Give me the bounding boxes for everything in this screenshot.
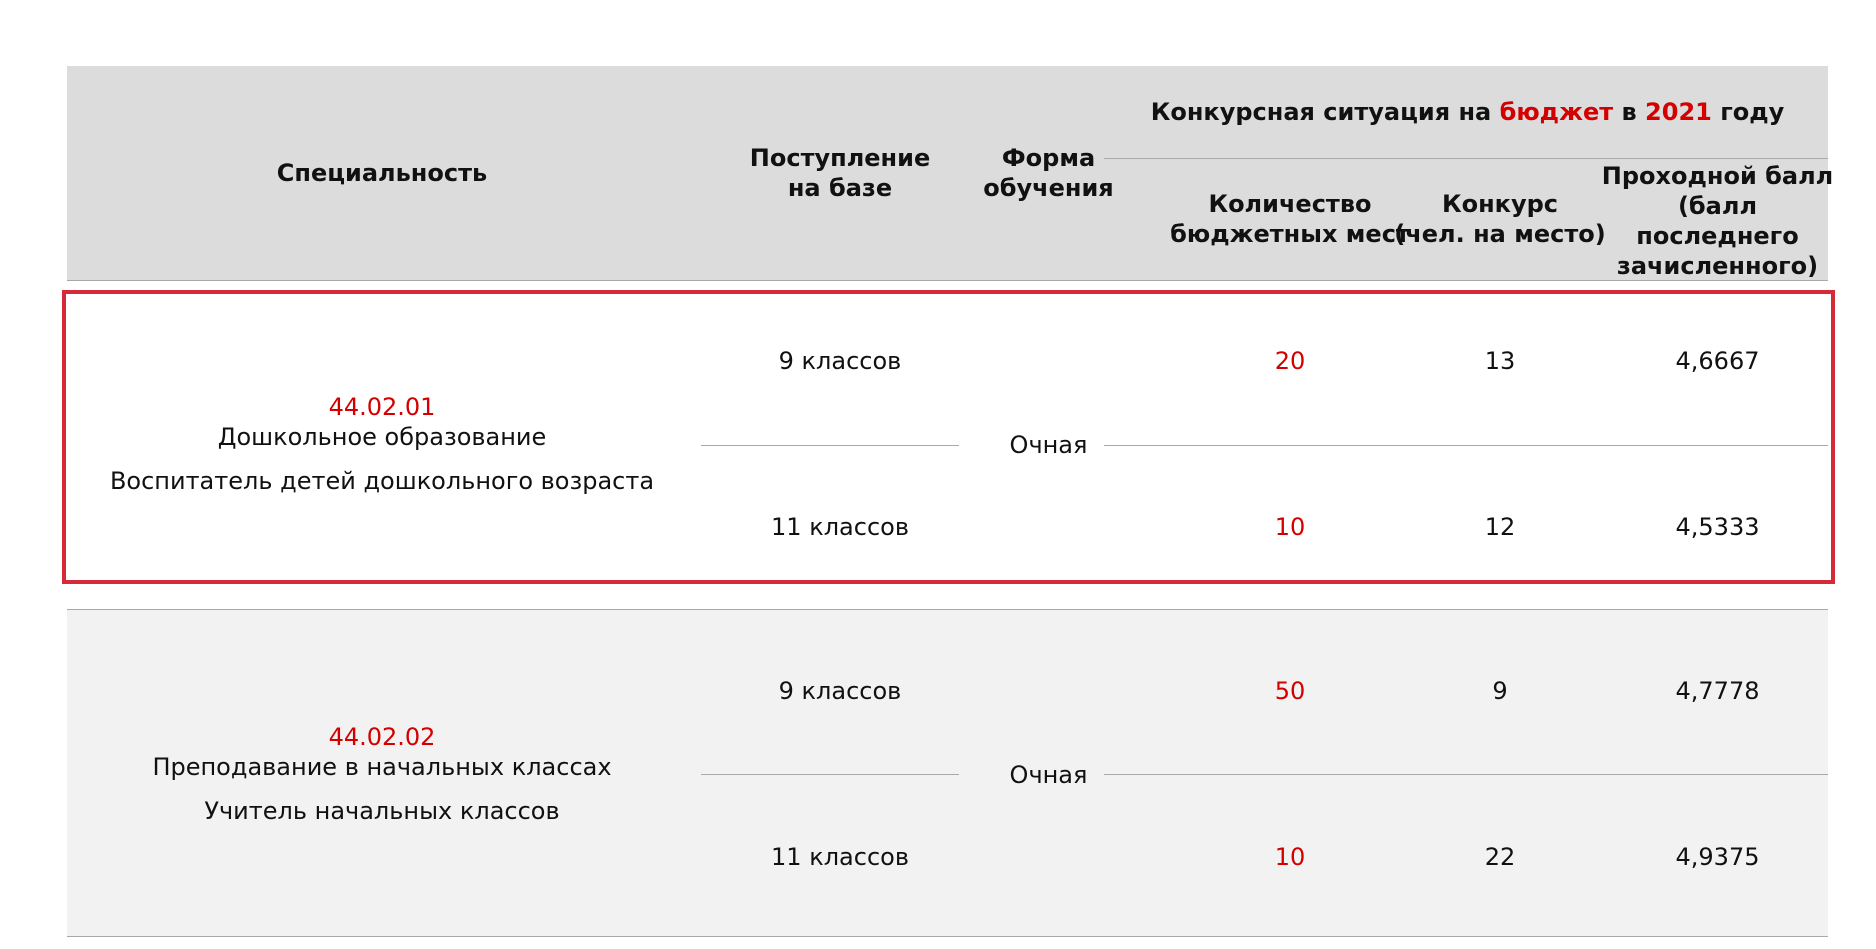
places-cell: 10 bbox=[1274, 843, 1306, 871]
score-cell: 4,9375 bbox=[1675, 843, 1760, 871]
basis-cell: 9 классов bbox=[778, 677, 902, 705]
row-divider bbox=[701, 774, 959, 775]
specialty-name: Дошкольное образование bbox=[217, 423, 547, 451]
basis-cell: 9 классов bbox=[778, 347, 902, 375]
row-divider bbox=[1104, 445, 1828, 446]
ratio-cell: 22 bbox=[1484, 843, 1516, 871]
admission-table bbox=[67, 66, 1834, 937]
header-budget-places: Количество бюджетных мест bbox=[1170, 190, 1410, 248]
ratio-cell: 12 bbox=[1484, 513, 1516, 541]
header-admission-basis: Поступление на базе bbox=[749, 144, 931, 202]
ratio-cell: 9 bbox=[1492, 677, 1508, 705]
basis-cell: 11 классов bbox=[771, 843, 909, 871]
score-cell: 4,5333 bbox=[1675, 513, 1760, 541]
basis-cell: 11 классов bbox=[771, 513, 909, 541]
specialty-qualification: Учитель начальных классов bbox=[204, 797, 560, 825]
header-passing-score: Проходной балл (балл последнего зачисленного) bbox=[1601, 162, 1834, 280]
score-cell: 4,7778 bbox=[1675, 677, 1760, 705]
places-cell: 10 bbox=[1274, 513, 1306, 541]
ratio-cell: 13 bbox=[1484, 347, 1516, 375]
header-specialty: Специальность bbox=[276, 159, 488, 187]
header-study-form: Форма обучения bbox=[983, 144, 1114, 202]
specialty-name: Преподавание в начальных классах bbox=[152, 753, 612, 781]
header-bottom-border bbox=[67, 280, 1828, 281]
specialty-cell bbox=[67, 722, 697, 826]
specialty-qualification: Воспитатель детей дошкольного возраста bbox=[109, 467, 655, 495]
header-competition-ratio: Конкурс (чел. на место) bbox=[1394, 190, 1606, 248]
score-cell: 4,6667 bbox=[1675, 347, 1760, 375]
group-divider bbox=[67, 609, 1828, 610]
row-divider bbox=[1104, 774, 1828, 775]
specialty-code: 44.02.02 bbox=[328, 723, 436, 751]
specialty-code: 44.02.01 bbox=[328, 393, 436, 421]
places-cell: 20 bbox=[1274, 347, 1306, 375]
form-cell: Очная bbox=[1009, 761, 1088, 789]
specialty-cell bbox=[67, 392, 697, 496]
header-competition-title: Конкурсная ситуация на бюджет в 2021 году bbox=[1150, 98, 1785, 126]
form-cell: Очная bbox=[1009, 431, 1088, 459]
table-bottom-border bbox=[67, 936, 1828, 937]
row-divider bbox=[701, 445, 959, 446]
places-cell: 50 bbox=[1274, 677, 1306, 705]
